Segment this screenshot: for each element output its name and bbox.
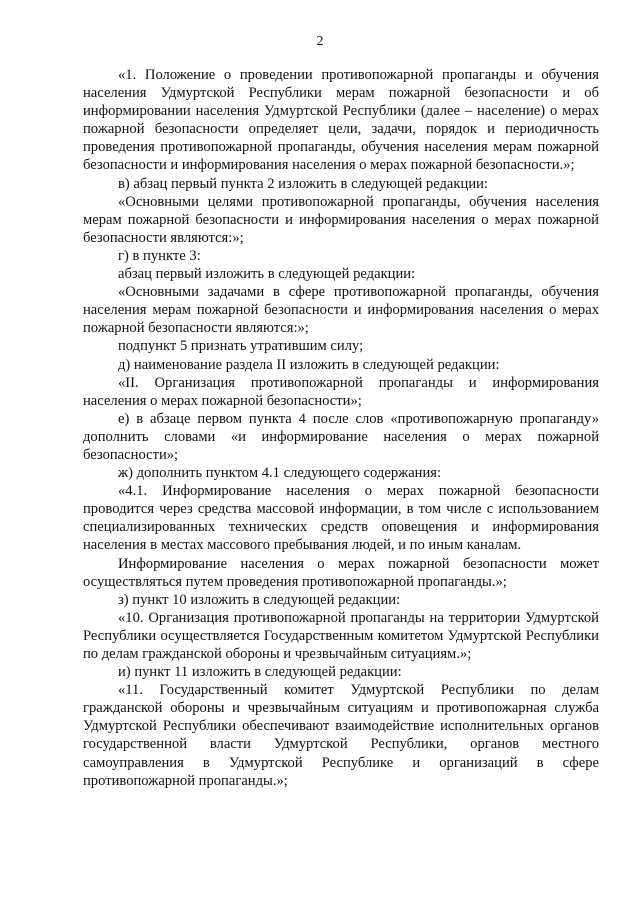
paragraph-point-4-1-continued: Информирование населения о мерах пожарной безопасности может осуществляться путем проведения противопожарной пропаганды.»; xyxy=(83,555,599,590)
paragraph-first-subparagraph: абзац первый изложить в следующей редакции: xyxy=(118,266,416,283)
paragraph-item-g: г) в пункте 3: xyxy=(118,247,201,264)
paragraph-item-e: е) в абзаце первом пункта 4 после слов «противопожарную пропаганду» дополнить словами «и информирование населения о мерах пожарной безопасности»; xyxy=(83,410,599,463)
paragraph-main-tasks: «Основными задачами в сфере противопожарной пропаганды, обучения населения мерам пожарной безопасности и информирования населения о мерах пожарной безопасности являются:»; xyxy=(83,284,599,337)
paragraph-subitem-5: подпункт 5 признать утратившим силу; xyxy=(118,338,364,355)
document-body xyxy=(83,66,599,790)
paragraph-item-z: з) пункт 10 изложить в следующей редакции: xyxy=(118,591,401,608)
paragraph-item-d: д) наименование раздела II изложить в следующей редакции: xyxy=(118,356,500,373)
paragraph-regulation-title: «1. Положение о проведении противопожарной пропаганды и обучения населения Удмуртской Республики мерам пожарной безопасности и об информировании населения Удмуртской Республики (далее – население) о мерах пожарной безопасности определяет цели, задачи, порядок и периодичность проведения противопожарной пропаганды, обучения населения мерам пожарной безопасности и информирования населения о мерах пожарной безопасности.»; xyxy=(83,67,599,174)
paragraph-item-i: и) пункт 11 изложить в следующей редакции: xyxy=(118,664,402,681)
page-number: 2 xyxy=(316,34,324,49)
paragraph-main-goals: «Основными целями противопожарной пропаганды, обучения населения мерам пожарной безопасности и информирования населения о мерах пожарной безопасности являются:»; xyxy=(83,193,599,246)
paragraph-item-v: в) абзац первый пункта 2 изложить в следующей редакции: xyxy=(118,175,488,192)
paragraph-point-4-1: «4.1. Информирование населения о мерах пожарной безопасности проводится через средства массовой информации, в том числе с использованием специализированных технических средств оповещения и информирования населения в местах массового пребывания людей, и по иным каналам. xyxy=(83,483,599,554)
paragraph-item-zh: ж) дополнить пунктом 4.1 следующего содержания: xyxy=(118,465,442,482)
paragraph-point-11: «11. Государственный комитет Удмуртской Республики по делам гражданской обороны и чрезвычайным ситуациям и противопожарная служба Удмуртской Республики обеспечивают взаимодействие исполнительных органов государственной власти Удмуртской Республики, органов местного самоуправления в Удмуртской Республике и организаций в сфере противопожарной пропаганды.»; xyxy=(83,682,599,789)
paragraph-point-10: «10. Организация противопожарной пропаганды на территории Удмуртской Республики осуществляется Государственным комитетом Удмуртской Республики по делам гражданской обороны и чрезвычайным ситуациям.»; xyxy=(83,609,599,662)
paragraph-section-ii-title: «II. Организация противопожарной пропаганды и информирования населения о мерах пожарной безопасности»; xyxy=(83,374,599,409)
